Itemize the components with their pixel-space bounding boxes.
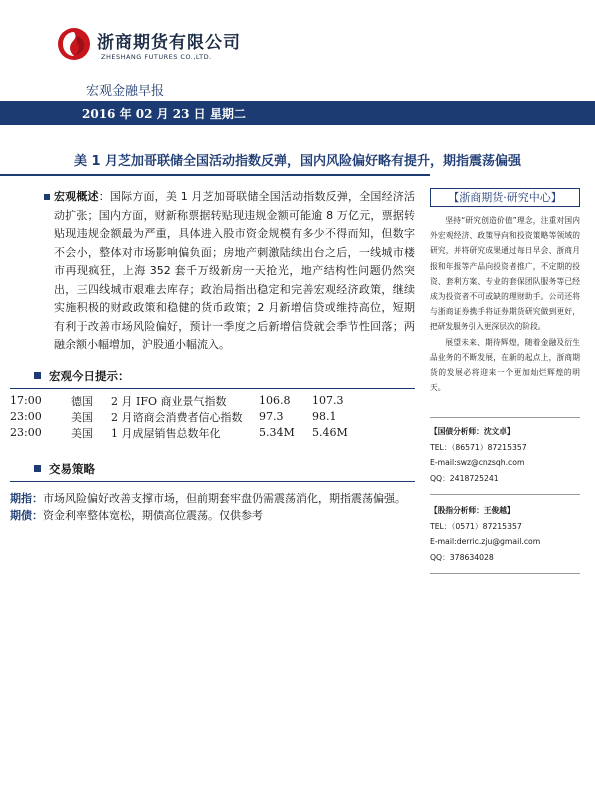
analyst-tel: TEL：（0571）87215357 — [430, 521, 522, 531]
research-center-title: 【浙商期货·研究中心】 — [430, 188, 580, 207]
event-country: 美国 — [71, 426, 93, 440]
analyst-email[interactable]: E-mail:derric.zju@gmail.com — [430, 537, 541, 547]
overview-text: ：国际方面，美 1 月芝加哥联储全国活动指数反弹，全国经济活动扩张；国内方面，财新称票据转贴现违规金额可能逾 8 万亿元，票据转贴现违规金额最为严重，具体进入股市资金规模有多少不得而知，但数字不会小，整体对市场影响偏负面；房地产刺激陆续出台之后，一线城市楼市再现疯狂，上海 352 套千万级新房一天抢光，地产结构性问题仍然突出，三四线城市艰难去库存；政治局指出稳定和完善宏观经济政策，继续实施积极的财政政策和稳健的货币政策；2 月新增信贷或维持高位，短期有利于改善市场风险偏好，预计一季度之后新增信贷就会季节性回落；两融余额小幅增加，沪股通小幅流入。 — [54, 190, 415, 351]
table-row — [10, 425, 348, 441]
today-heading-colon: ： — [118, 368, 130, 383]
event-time: 17:00 — [10, 394, 42, 407]
headline-divider — [0, 174, 430, 176]
event-item: 2 月 IFO 商业景气指数 — [111, 394, 227, 408]
event-item: 2 月谘商会消费者信心指数 — [111, 410, 243, 424]
company-name-cn: 浙商期货有限公司 — [97, 33, 241, 53]
strategy-text: 市场风险偏好改善支撑市场，但前期套牢盘仍需震荡消化，期指震荡偏强。 — [43, 491, 406, 505]
overview-paragraph — [10, 188, 415, 355]
strategy-item — [10, 507, 415, 524]
analyst-name: 【股指分析师：王俊越】 — [430, 506, 515, 516]
bullet-square-icon — [34, 372, 41, 379]
event-next: 5.46M — [312, 426, 348, 439]
intro-paragraph: 展望未来、期待辉煌，随着金融及衍生品业务的不断发展，在新的起点上，浙商期货的发展必将迎来一个更加灿烂辉煌的明天。 — [430, 337, 580, 393]
event-next: 107.3 — [312, 394, 344, 407]
intro-paragraph: 坚持“研究创造价值”理念，注重对国内外宏观经济、政策导向和投资策略等领域的研究，并将研究成果通过每日早会、浙商月报和年报等产品向投资者推广，不定期的投资、套利方案、专业的套保团队服务等已经成为投资者不可或缺的理财助手。公司还将与浙商证券携手将证券期货研究做到更好，把研发服务引入更深层次的阶段。 — [430, 216, 580, 332]
table-row — [10, 393, 348, 409]
main-content — [10, 188, 415, 524]
analyst-email[interactable]: E-mail:swz@cnzsqh.com — [430, 458, 525, 468]
strategy-section-heading — [10, 461, 415, 477]
strategy-heading-text: 交易策略 — [49, 461, 95, 476]
event-prev: 106.8 — [259, 394, 291, 407]
report-date: 2016 年 02 月 23 日 星期二 — [82, 107, 246, 121]
company-logo-icon — [57, 27, 91, 61]
event-prev: 5.34M — [259, 426, 295, 439]
sidebar — [430, 188, 580, 574]
today-heading-text: 宏观今日提示 — [49, 368, 118, 383]
analyst-divider — [430, 573, 580, 574]
analyst-card — [430, 417, 580, 495]
event-time: 23:00 — [10, 426, 42, 439]
analyst-divider — [430, 494, 580, 495]
bullet-square-icon — [34, 465, 41, 472]
event-time: 23:00 — [10, 410, 42, 423]
analyst-qq: QQ：378634028 — [430, 552, 494, 562]
strategy-label: 期债： — [10, 508, 43, 522]
event-item: 1 月成屋销售总数年化 — [111, 426, 221, 440]
strategy-label: 期指： — [10, 491, 43, 505]
event-next: 98.1 — [312, 410, 337, 423]
analyst-card — [430, 503, 580, 574]
company-name-en: ZHESHANG FUTURES CO.,LTD. — [101, 53, 212, 61]
table-row — [10, 409, 348, 425]
events-table — [10, 393, 348, 441]
today-section-heading — [10, 368, 415, 384]
event-country: 德国 — [71, 394, 93, 408]
analyst-tel: TEL：（86571）87215357 — [430, 442, 527, 452]
analyst-qq: QQ：2418725241 — [430, 473, 499, 483]
strategy-item — [10, 490, 415, 507]
headline: 美 1 月芝加哥联储全国活动指数反弹，国内风险偏好略有提升，期指震荡偏强 — [73, 154, 522, 169]
strategy-text: 资金利率整体宽松，期债高位震荡。仅供参考 — [43, 508, 263, 522]
analyst-name: 【国债分析师：沈文卓】 — [430, 417, 580, 440]
bullet-square-icon — [44, 194, 50, 200]
event-prev: 97.3 — [259, 410, 284, 423]
section-divider — [10, 388, 415, 389]
report-type-title: 宏观金融早报 — [86, 84, 165, 99]
overview-label: 宏观概述 — [54, 190, 99, 203]
event-country: 美国 — [71, 410, 93, 424]
section-divider — [10, 481, 415, 482]
